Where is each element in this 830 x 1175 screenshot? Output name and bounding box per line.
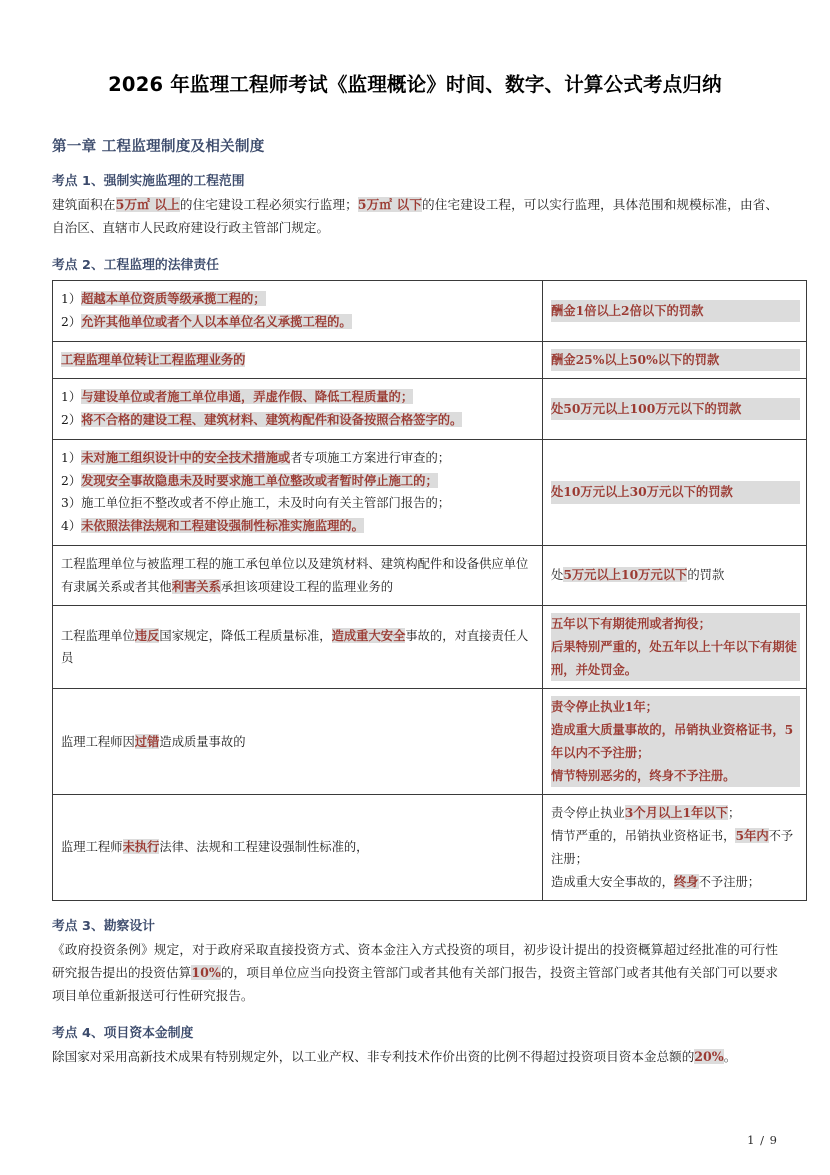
- cell-seg2: 法律、法规和工程建设强制性标准的，: [159, 840, 369, 855]
- penalty-seg1: 责令停止执业: [551, 806, 625, 821]
- legal-liability-table: [52, 280, 807, 901]
- penalty-seg1: 处: [551, 568, 564, 583]
- penalty-cell: [543, 341, 807, 379]
- item-text: 允许其他单位或者个人以本单位名义承揽工程的。: [81, 313, 352, 329]
- penalty-text: 五年以下有期徒刑或者拘役；: [551, 613, 800, 636]
- violation-cell: [53, 689, 543, 795]
- penalty-text: 后果特别严重的，处五年以上十年以下有期徒刑，并处罚金。: [551, 636, 800, 681]
- item-text-plain: 施工单位拒不整改或者不停止施工，未及时向有关主管部门报告的；: [81, 496, 451, 511]
- item-number: 1）: [61, 450, 82, 465]
- item-number: 1）: [61, 390, 82, 405]
- list-item: [61, 470, 536, 493]
- item-text: 与建设单位或者施工单位串通，弄虚作假、降低工程质量的；: [81, 389, 414, 405]
- cell-seg3: 事故的，对直接责任人员: [61, 628, 529, 666]
- para-4-seg1: 除国家对采用高新技术成果有特别规定外，以工业产权、非专利技术作价出资的比例不得超过投资项目资本金总额的: [52, 1049, 695, 1065]
- item-text: 将不合格的建设工程、建筑材料、建筑构配件和设备按照合格签字的。: [81, 412, 463, 428]
- page-footer: 1 / 9: [747, 1133, 778, 1147]
- violation-cell: [53, 281, 543, 341]
- list-item: [61, 492, 536, 515]
- violation-cell: [53, 545, 543, 605]
- cell-highlight-1: 利害关系: [171, 578, 221, 594]
- para-1-highlight-1: 5万㎡ 以上: [115, 197, 180, 213]
- point-4-paragraph: [52, 1041, 778, 1069]
- penalty-cell: [543, 379, 807, 439]
- item-text: 发现安全事故隐患未及时要求施工单位整改或者暂时停止施工的；: [81, 472, 438, 488]
- item-text: 工程监理单位转让工程监理业务的: [61, 351, 246, 367]
- item-number: 3）: [61, 496, 82, 511]
- item-text: 未依照法律法规和工程建设强制性标准实施监理的。: [81, 518, 364, 534]
- list-item: [61, 288, 536, 311]
- table-row: [53, 689, 807, 795]
- penalty-cell: [543, 439, 807, 545]
- penalty-line: [551, 802, 800, 825]
- penalty-cell: [543, 281, 807, 341]
- penalty-seg2: 不予注册；: [698, 874, 761, 889]
- chapter-heading: 第一章 工程监理制度及相关制度: [52, 139, 265, 156]
- penalty-seg1: 造成重大安全事故的，: [551, 874, 674, 889]
- item-text: 超越本单位资质等级承揽工程的；: [81, 291, 266, 307]
- table-row: [53, 341, 807, 379]
- penalty-seg2: 的罚款: [687, 568, 725, 583]
- penalty-cell: [543, 689, 807, 795]
- violation-cell: [53, 795, 543, 901]
- list-item: [61, 409, 536, 432]
- item-number: 2）: [61, 314, 82, 329]
- para-1-seg1: 建筑面积在: [52, 197, 116, 213]
- para-1-highlight-2: 5万㎡ 以下: [357, 197, 423, 213]
- penalty-text: 处50万元以上100万元以下的罚款: [551, 398, 800, 421]
- penalty-text: 酬金25%以上50%以下的罚款: [551, 349, 800, 372]
- list-item: [61, 349, 536, 372]
- cell-seg2: 国家规定，降低工程质量标准，: [159, 628, 332, 643]
- penalty-line: [551, 825, 800, 870]
- para-3-highlight-1: 10%: [191, 965, 221, 981]
- penalty-text: 造成重大质量事故的，吊销执业资格证书，5年以内不予注册；: [551, 719, 800, 764]
- penalty-text: 责令停止执业1年；: [551, 696, 800, 719]
- penalty-cell: [543, 795, 807, 901]
- table-row: [53, 379, 807, 439]
- penalty-seg2: 不予注册；: [551, 829, 794, 866]
- page-title: 2026 年监理工程师考试《监理概论》时间、数字、计算公式考点归纳: [108, 73, 722, 96]
- table-row: [53, 795, 807, 901]
- penalty-cell: [543, 545, 807, 605]
- point-3-paragraph: [52, 934, 778, 1008]
- item-number: 1）: [61, 292, 82, 307]
- list-item: [61, 386, 536, 409]
- table-row: [53, 606, 807, 689]
- para-4-highlight-1: 20%: [694, 1049, 724, 1065]
- item-text: 未对施工组织设计中的安全技术措施或: [81, 449, 291, 465]
- item-text-plain: 者专项施工方案进行审查的；: [290, 450, 451, 465]
- table-row: [53, 281, 807, 341]
- penalty-line: [551, 871, 800, 894]
- cell-seg1: 监理工程师: [61, 840, 123, 855]
- penalty-highlight: 5年内: [735, 828, 769, 844]
- cell-highlight-1: 过错: [134, 733, 160, 749]
- point-heading-4: 考点 4、项目资本金制度: [52, 1026, 194, 1042]
- penalty-text: 处10万元以上30万元以下的罚款: [551, 481, 800, 504]
- para-1-seg3: 的住宅建设工程，可以实行监理，具体范围和规模标准，由省、自治区、直辖市人民政府建设行政主管部门规定。: [52, 197, 779, 236]
- violation-cell: [53, 439, 543, 545]
- point-heading-2: 考点 2、工程监理的法律责任: [52, 258, 219, 274]
- point-1-paragraph: [52, 189, 778, 240]
- cell-highlight-1: 违反: [134, 627, 160, 643]
- violation-cell: [53, 606, 543, 689]
- list-item: [61, 311, 536, 334]
- violation-cell: [53, 379, 543, 439]
- table-row: [53, 545, 807, 605]
- penalty-text: 情节特别恶劣的，终身不予注册。: [551, 765, 800, 788]
- para-3-seg2: 的，项目单位应当向投资主管部门或者其他有关部门报告，投资主管部门或者其他有关部门可以要求项目单位重新报送可行性研究报告。: [52, 965, 779, 1004]
- item-number: 4）: [61, 519, 82, 534]
- cell-seg2: 造成质量事故的: [159, 734, 246, 749]
- penalty-cell: [543, 606, 807, 689]
- point-heading-3: 考点 3、勘察设计: [52, 919, 155, 935]
- cell-seg1: 工程监理单位: [61, 628, 135, 643]
- violation-cell: [53, 341, 543, 379]
- item-number: 2）: [61, 413, 82, 428]
- para-4-seg2: 。: [723, 1049, 737, 1065]
- penalty-highlight: 终身: [673, 873, 699, 889]
- para-1-seg2: 的住宅建设工程必须实行监理；: [179, 197, 358, 213]
- cell-seg2: 承担该项建设工程的监理业务的: [220, 579, 394, 594]
- cell-seg1: 工程监理单位与被监理工程的施工承包单位以及建筑材料、建筑构配件和设备供应单位有隶属关系或者其他: [61, 556, 529, 594]
- cell-highlight-2: 造成重大安全: [331, 627, 406, 643]
- para-3-seg1: 《政府投资条例》规定，对于政府采取直接投资方式、资本金注入方式投资的项目，初步设计提出的投资概算超过经批准的可行性研究报告提出的投资估算: [52, 942, 778, 981]
- penalty-seg1: 情节严重的，吊销执业资格证书，: [551, 829, 736, 844]
- cell-seg1: 监理工程师因: [61, 734, 135, 749]
- penalty-highlight-1: 5万元以上10万元以下: [563, 567, 688, 583]
- list-item: [61, 515, 536, 538]
- penalty-highlight: 3个月以上1年以下: [624, 805, 728, 821]
- penalty-seg2: ；: [728, 806, 741, 821]
- point-heading-1: 考点 1、强制实施监理的工程范围: [52, 174, 245, 190]
- cell-highlight-1: 未执行: [122, 839, 160, 855]
- item-number: 2）: [61, 473, 82, 488]
- table-row: [53, 439, 807, 545]
- penalty-text: 酬金1倍以上2倍以下的罚款: [551, 300, 800, 323]
- list-item: [61, 447, 536, 470]
